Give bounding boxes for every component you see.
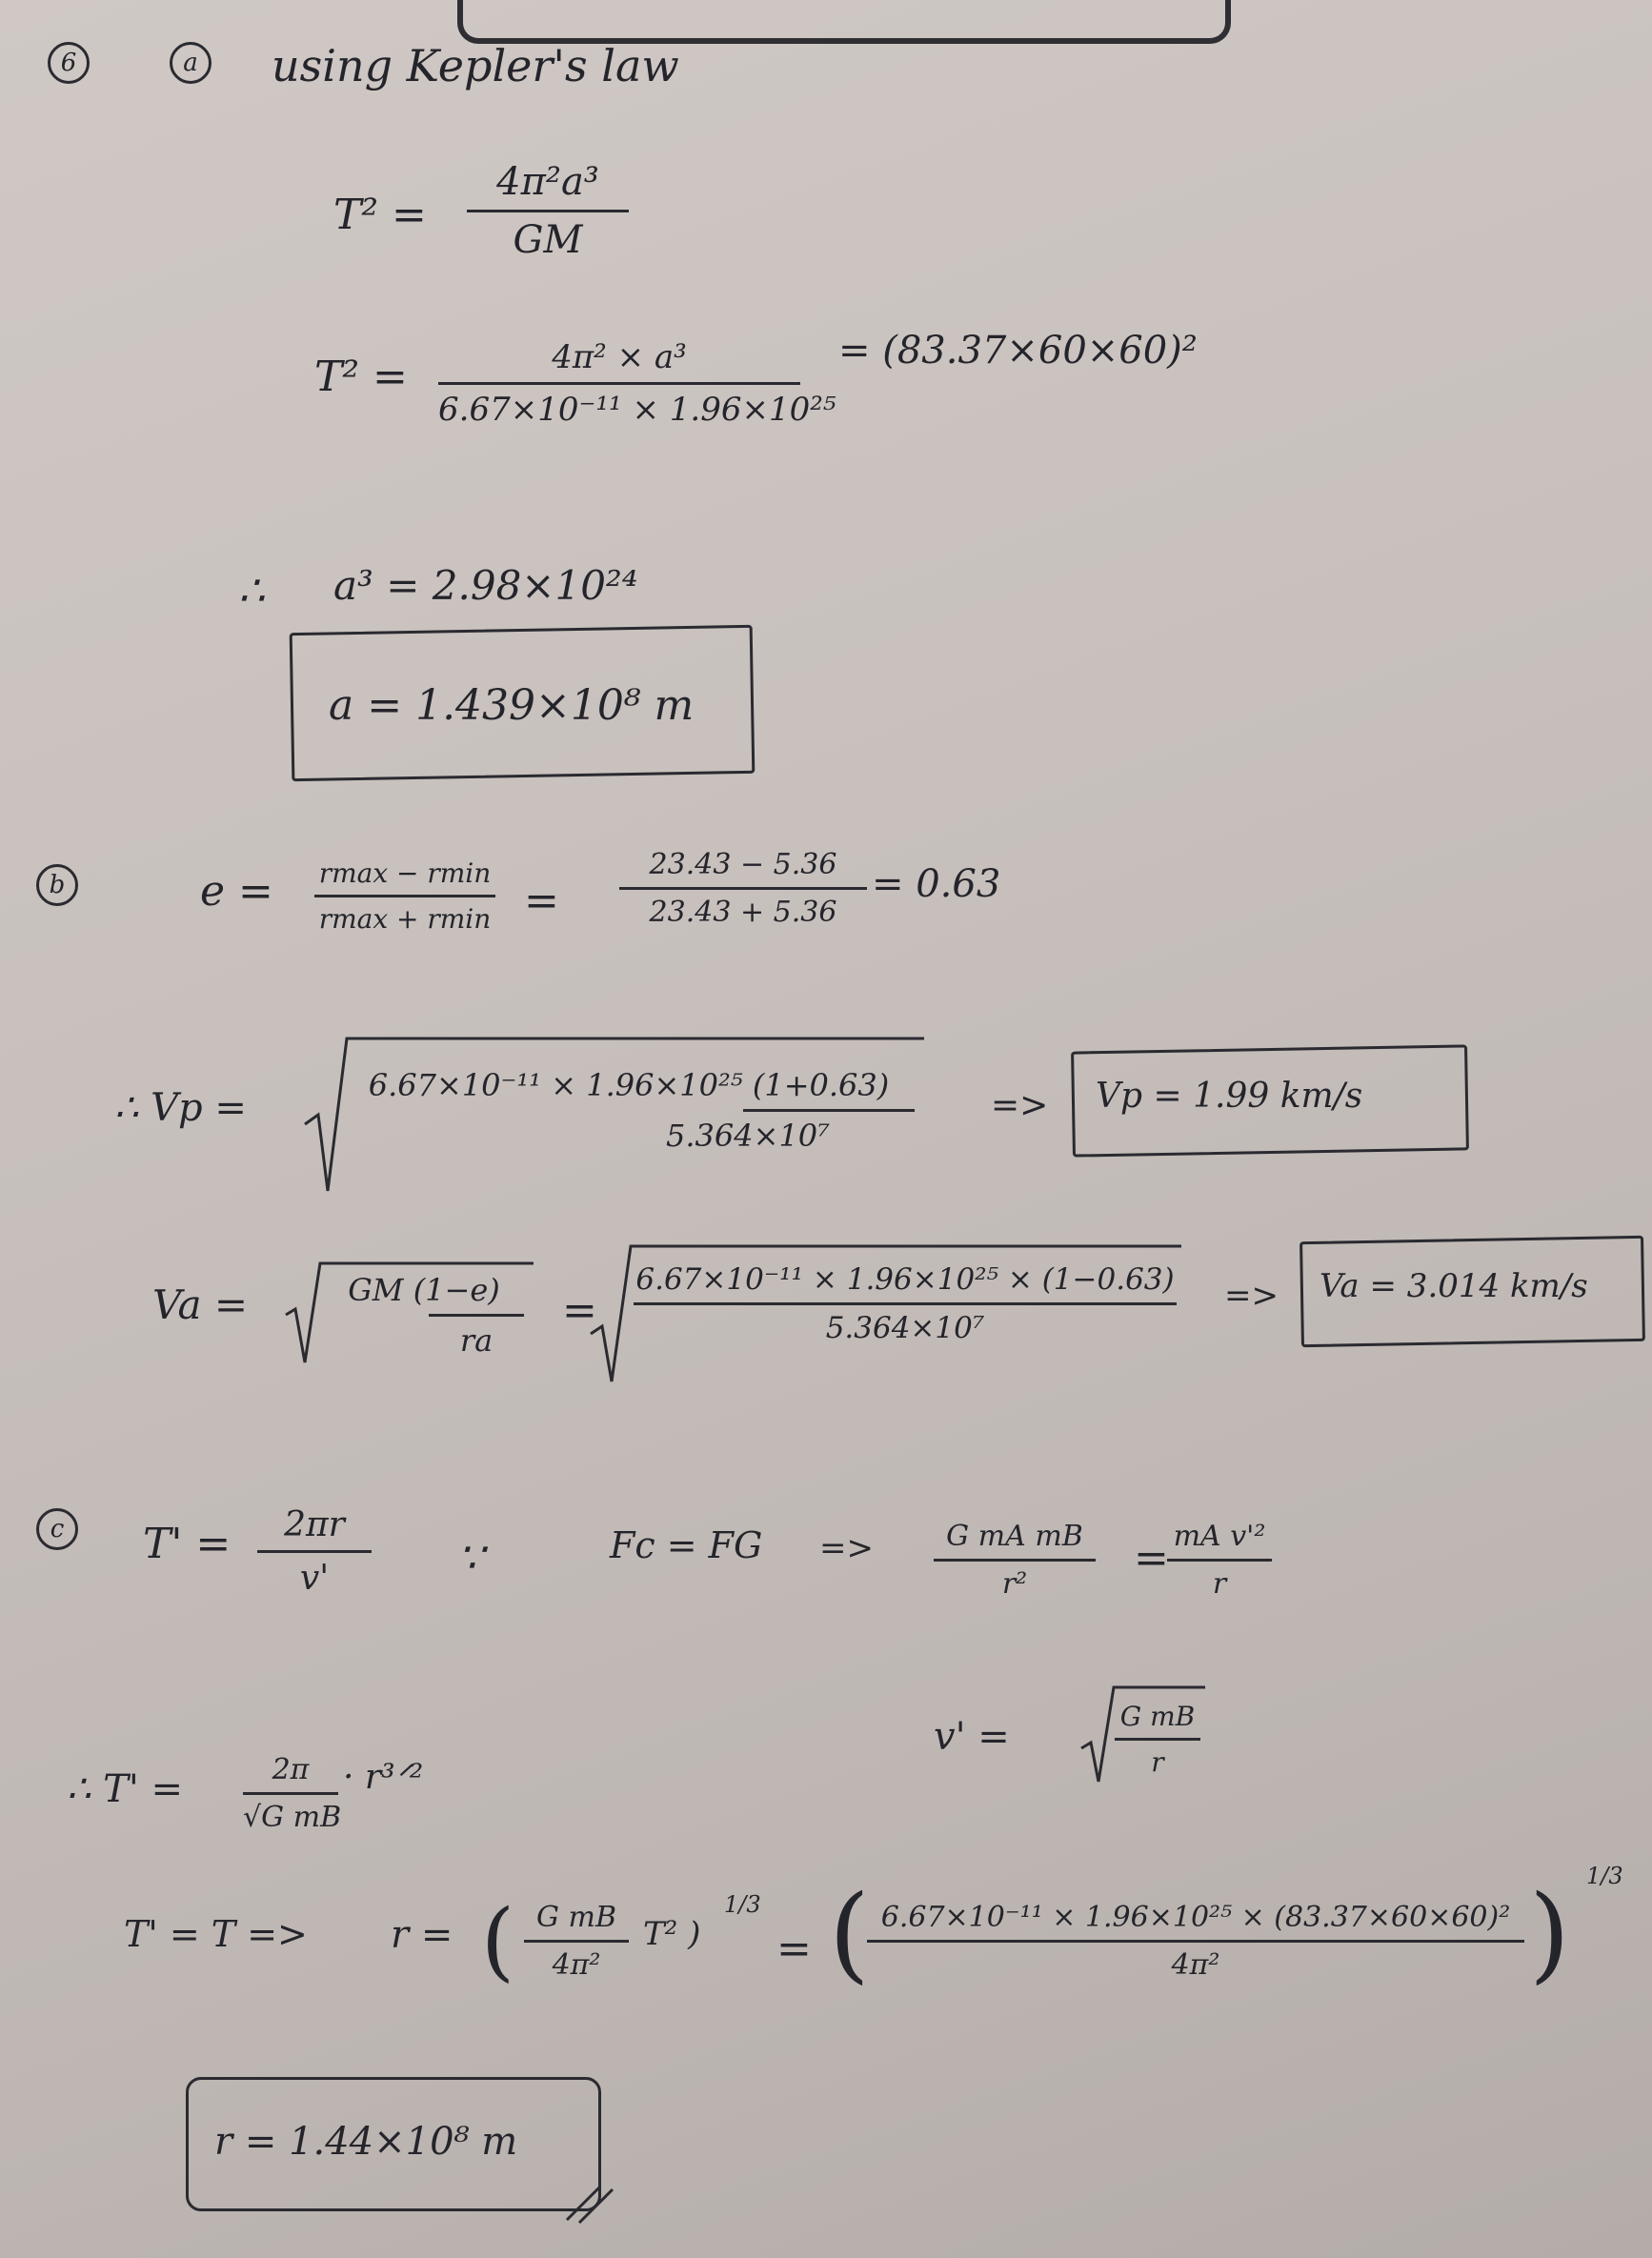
r2-fraction-bar — [867, 1940, 1524, 1943]
va-denominator-2: 5.364×10⁷ — [825, 1311, 985, 1345]
part-a-label: a — [170, 42, 212, 84]
eq2-denominator: 6.67×10⁻¹¹ × 1.96×10²⁵ — [438, 391, 836, 429]
grav-denominator: r² — [1001, 1567, 1028, 1601]
therefore-symbol: ∴ — [238, 567, 265, 615]
v-prime-fraction-bar — [1115, 1738, 1200, 1741]
v-prime-fraction — [1115, 1701, 1200, 1778]
r-equals: = — [776, 1925, 812, 1973]
va-fraction-2 — [634, 1262, 1177, 1345]
va-denominator: ra — [459, 1322, 494, 1359]
eq1-fraction — [467, 160, 629, 262]
va-numerator: GM (1−e) — [348, 1272, 500, 1308]
a-result: a = 1.439×10⁸ m — [329, 681, 695, 730]
force-implies: => — [819, 1529, 874, 1567]
grav-fraction-bar — [934, 1559, 1096, 1562]
vp-fraction — [343, 1067, 915, 1154]
vp-denominator: 5.364×10⁷ — [666, 1118, 830, 1154]
r2-exponent: 1/3 — [1586, 1863, 1623, 1889]
cent-equals: = — [1134, 1534, 1169, 1583]
va-lhs: Va = — [152, 1281, 249, 1328]
r2-fraction — [867, 1901, 1524, 1982]
va-fraction — [324, 1272, 524, 1359]
grav-numerator: G mA mB — [946, 1520, 1083, 1553]
e-lhs: e = — [200, 867, 273, 916]
cent-denominator: r — [1212, 1567, 1227, 1601]
a-cubed-value: a³ = 2.98×10²⁴ — [333, 562, 638, 609]
e-values-numerator: 23.43 − 5.36 — [649, 848, 837, 881]
cent-numerator: mA v'² — [1173, 1520, 1266, 1553]
va-result: Va = 3.014 km/s — [1320, 1267, 1588, 1305]
t-prime-denominator: v' — [299, 1559, 330, 1598]
force-balance: Fc = FG — [610, 1524, 763, 1566]
r-denominator: 4π² — [552, 1948, 601, 1982]
e-values-fraction — [619, 848, 867, 929]
eq2-numerator: 4π² × a³ — [552, 338, 687, 376]
va-fraction-bar — [429, 1314, 524, 1317]
r-numerator: G mB — [536, 1901, 616, 1934]
t-prime-fraction-bar — [257, 1550, 372, 1553]
t2-denominator: √G mB — [243, 1801, 342, 1834]
e-numerator: rmax − rmin — [318, 857, 492, 889]
because-symbol: ∵ — [457, 1534, 484, 1583]
r-exponent: 1/3 — [724, 1891, 761, 1918]
t2-tail: · r³ᐟ² — [343, 1758, 424, 1797]
vp-fraction-bar — [743, 1109, 915, 1112]
vp-result: Vp = 1.99 km/s — [1096, 1077, 1363, 1116]
r-result: r = 1.44×10⁸ m — [214, 2120, 518, 2164]
t-equals-t: T' = T => — [124, 1913, 308, 1955]
vp-arrow: => — [991, 1086, 1049, 1125]
grav-fraction — [934, 1520, 1096, 1601]
vp-lhs: ∴ Vp = — [114, 1086, 247, 1130]
eq2-rhs: = (83.37×60×60)² — [838, 329, 1198, 373]
e-values-fraction-bar — [619, 887, 867, 890]
cent-fraction-bar — [1167, 1559, 1272, 1562]
cent-fraction — [1167, 1520, 1272, 1601]
part-c-label: c — [36, 1508, 78, 1550]
part-a-heading: using Kepler's law — [272, 40, 679, 91]
r-open-paren: ( — [481, 1891, 515, 1991]
v-prime-denominator: r — [1151, 1746, 1164, 1778]
e-values-denominator: 23.43 + 5.36 — [649, 896, 837, 929]
va-numerator-2: 6.67×10⁻¹¹ × 1.96×10²⁵ × (1−0.63) — [635, 1262, 1175, 1297]
va-arrow: => — [1224, 1277, 1279, 1315]
t2-lhs: ∴ T' = — [67, 1767, 184, 1811]
t2-fraction-bar — [243, 1792, 338, 1795]
end-mark — [562, 2177, 619, 2225]
top-frame-border — [457, 0, 1231, 44]
e-result: = 0.63 — [872, 862, 1001, 906]
v-prime-lhs: v' = — [934, 1715, 1010, 1759]
r-tail: T² ) — [643, 1915, 701, 1953]
eq1-lhs: T² = — [333, 191, 427, 239]
eq1-denominator: GM — [513, 218, 583, 262]
e-equals: = — [524, 877, 559, 925]
e-denominator: rmax + rmin — [318, 903, 492, 935]
t2-fraction — [243, 1753, 342, 1834]
e-fraction-bar — [314, 895, 495, 897]
eq2-lhs: T² = — [314, 353, 408, 401]
eq1-fraction-bar — [467, 210, 629, 212]
r-fraction-bar — [524, 1940, 629, 1943]
t-prime-fraction — [257, 1505, 372, 1598]
eq1-numerator: 4π²a³ — [496, 160, 599, 204]
r2-open-paren: ( — [829, 1872, 870, 1994]
t2-numerator: 2π — [272, 1753, 310, 1786]
eq2-fraction-bar — [438, 382, 800, 385]
r2-denominator: 4π² — [1171, 1948, 1220, 1982]
vp-numerator: 6.67×10⁻¹¹ × 1.96×10²⁵ (1+0.63) — [368, 1067, 890, 1103]
t-prime-lhs: T' = — [143, 1520, 232, 1568]
r-lhs: r = — [391, 1913, 453, 1957]
v-prime-numerator: G mB — [1119, 1701, 1196, 1732]
va-equals: = — [562, 1286, 597, 1335]
problem-number-label: 6 — [48, 42, 90, 84]
r-fraction — [524, 1901, 629, 1982]
r2-close-paren: ) — [1529, 1872, 1570, 1994]
e-fraction — [314, 857, 495, 935]
eq2-fraction — [438, 338, 836, 429]
t-prime-numerator: 2πr — [284, 1505, 345, 1544]
part-b-label: b — [36, 864, 78, 906]
r2-numerator: 6.67×10⁻¹¹ × 1.96×10²⁵ × (83.37×60×60)² — [880, 1901, 1511, 1934]
va-fraction-2-bar — [634, 1302, 1177, 1305]
